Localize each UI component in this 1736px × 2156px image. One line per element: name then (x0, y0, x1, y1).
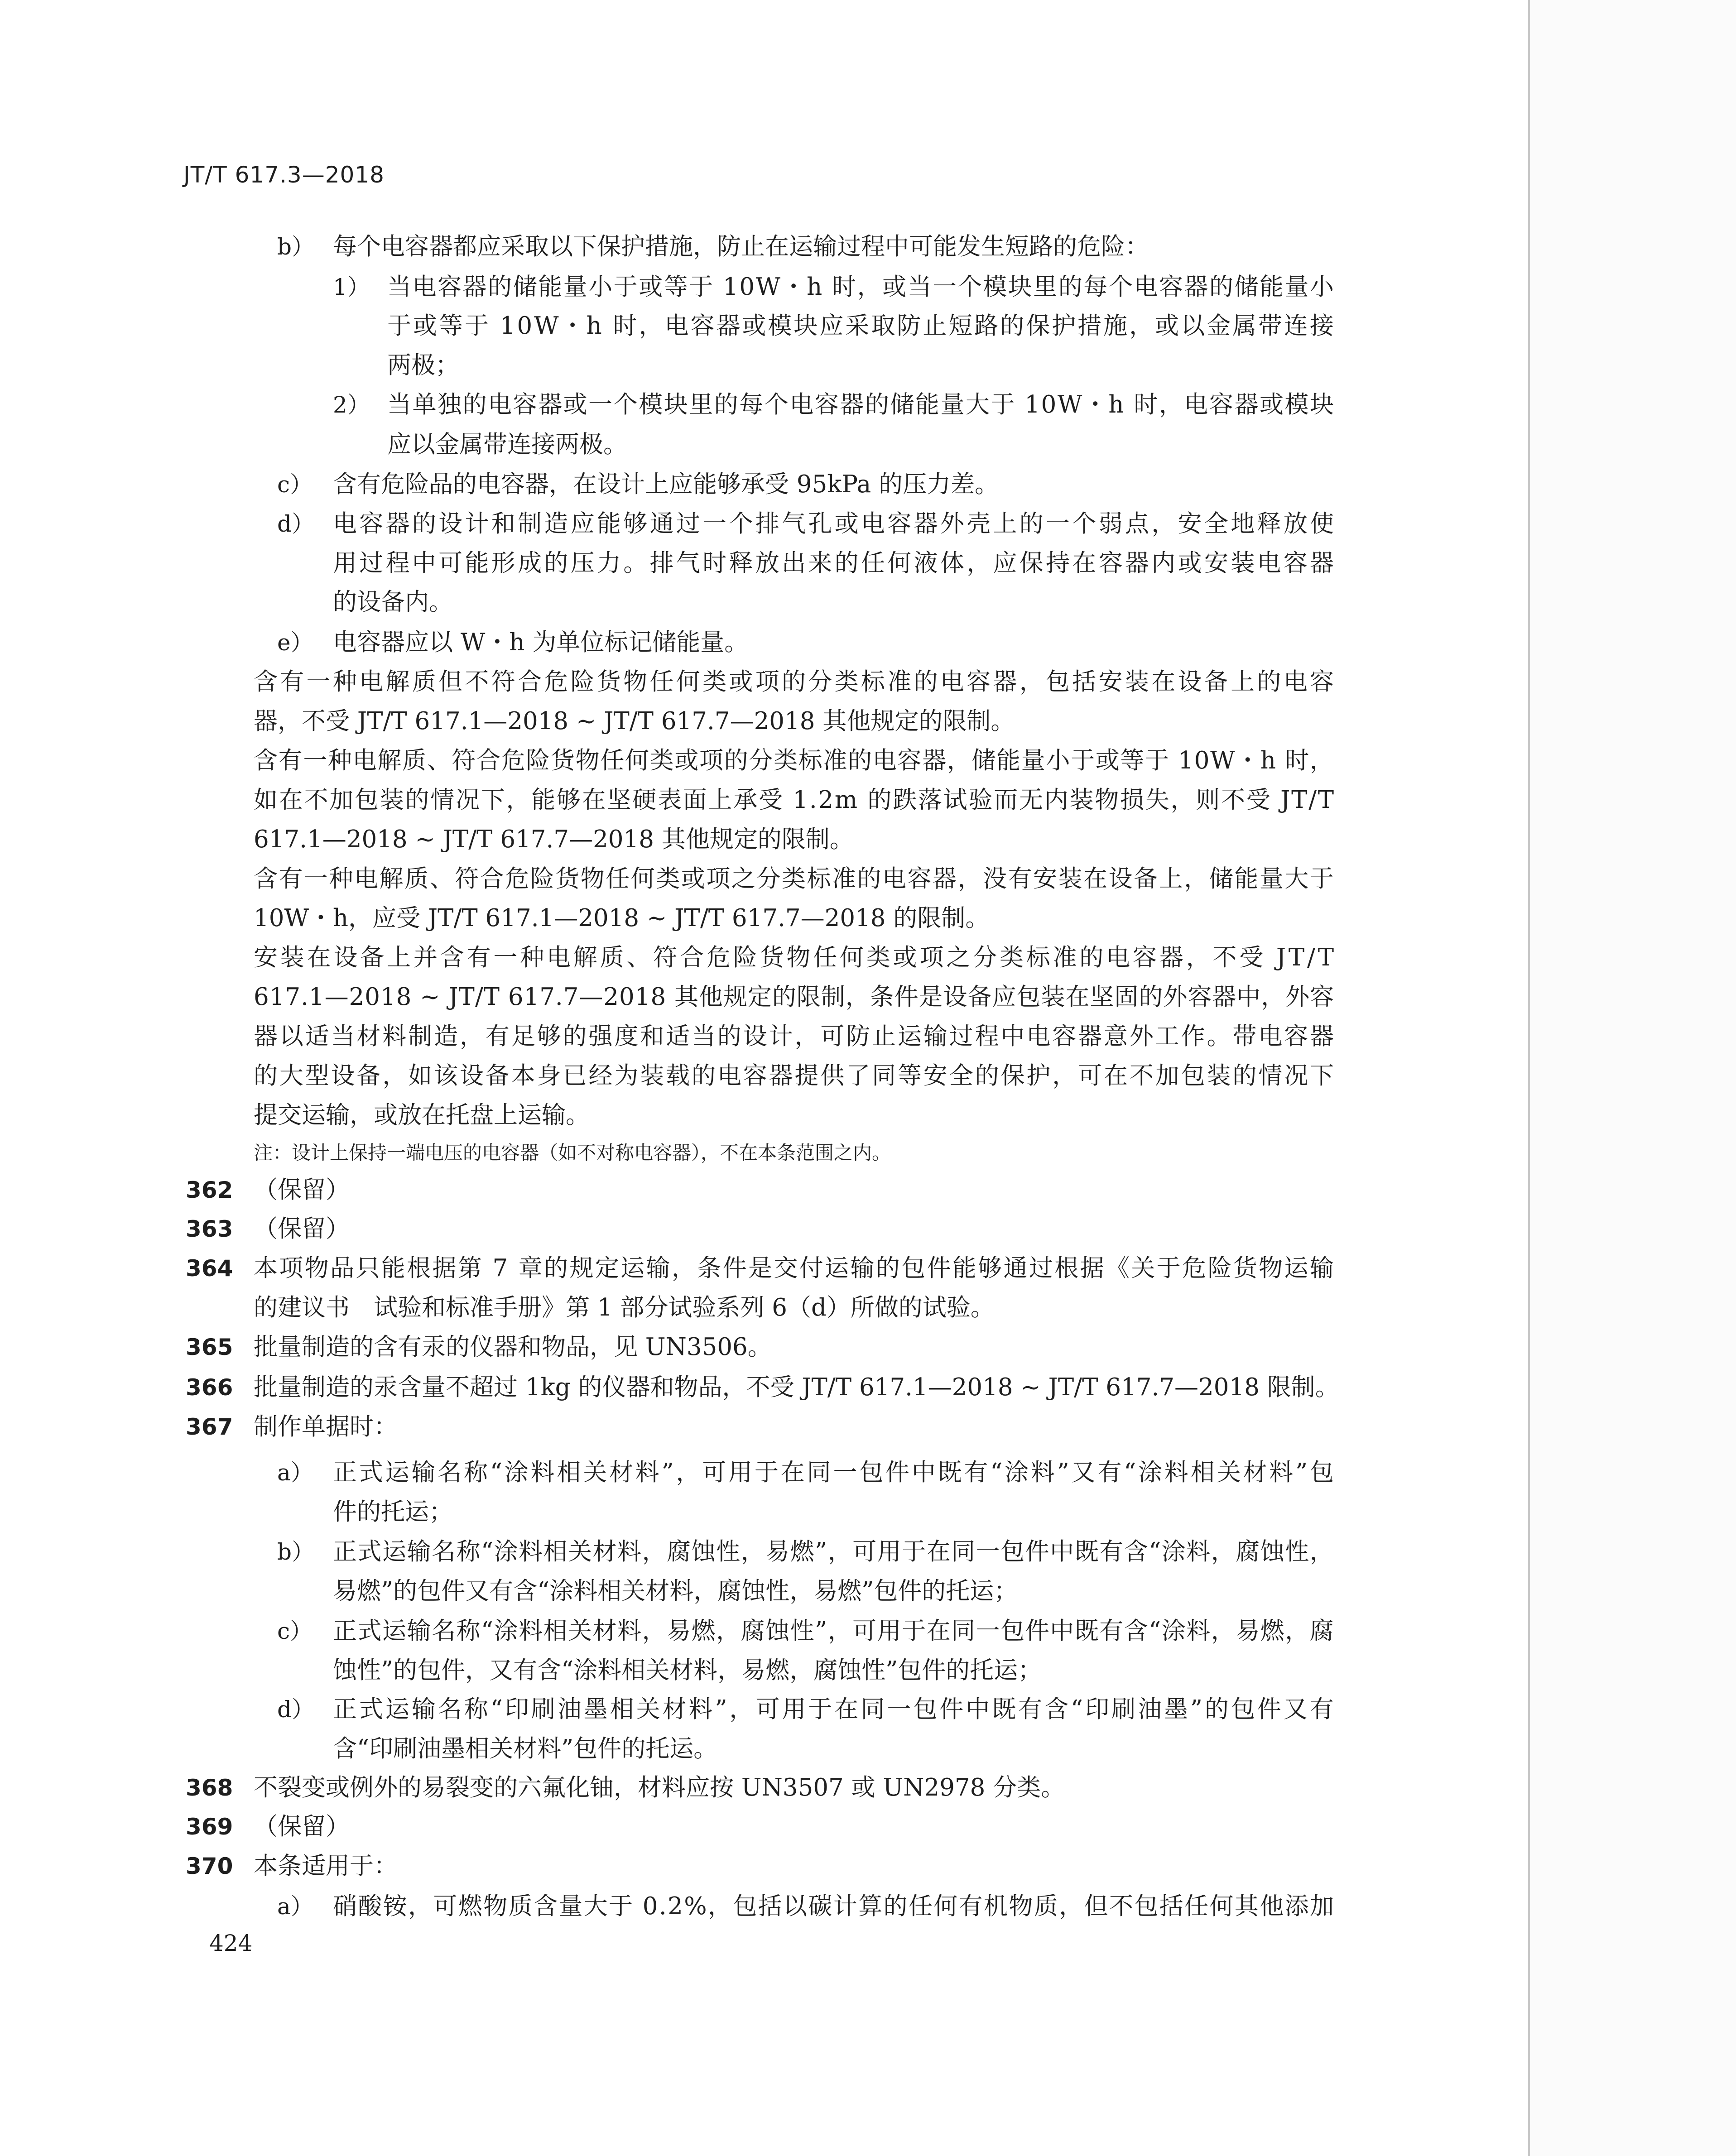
text-line: 不裂变或例外的易裂变的六氟化铀，材料应按 UN3507 或 UN2978 分类。 (254, 1774, 1065, 1801)
list-marker: 2） (333, 392, 370, 418)
text-line: （保留） (254, 1813, 350, 1840)
text-line: 的设备内。 (333, 588, 453, 616)
scan-margin (1530, 0, 1736, 2156)
list-marker: b） (277, 1539, 315, 1565)
provision-number: 363 (186, 1216, 233, 1242)
list-marker: c） (277, 471, 313, 498)
standard-number-header: JT/T 617.3—2018 (183, 162, 385, 188)
text-line: 器，不受 JT/T 617.1—2018 ~ JT/T 617.7—2018 其他规定的限制。 (254, 707, 1015, 735)
text-line: 电容器的设计和制造应能够通过一个排气孔或电容器外壳上的一个弱点，安全地释放使 (333, 510, 1337, 538)
text-line: 用过程中可能形成的压力。排气时释放出来的任何液体，应保持在容器内或安装电容器 (333, 549, 1337, 577)
note-line: 注：设计上保持一端电压的电容器（如不对称电容器），不在本条范围之内。 (254, 1142, 891, 1164)
text-line: 617.1—2018 ~ JT/T 617.7—2018 其他规定的限制。 (254, 826, 854, 853)
text-line: 的大型设备，如该设备本身已经为装载的电容器提供了同等安全的保护，可在不加包装的情况下 (254, 1062, 1336, 1090)
text-line: 易燃”的包件又有含“涂料相关材料，腐蚀性，易燃”包件的托运； (333, 1577, 1018, 1605)
text-line: 本条适用于： (254, 1852, 398, 1880)
list-marker: b） (277, 234, 315, 260)
list-marker: d） (277, 1696, 315, 1723)
text-line: 两极； (387, 351, 459, 379)
text-line: 617.1—2018 ~ JT/T 617.7—2018 其他规定的限制，条件是设备应包装在坚固的外容器中，外容 (254, 983, 1335, 1011)
text-line: 10W・h，应受 JT/T 617.1—2018 ~ JT/T 617.7—2018 的限制。 (254, 904, 990, 932)
text-line: 硝酸铵，可燃物质含量大于 0.2%，包括以碳计算的任何有机物质，但不包括任何其他添加 (333, 1892, 1335, 1920)
text-line: 安装在设备上并含有一种电解质、符合危险货物任何类或项之分类标准的电容器，不受 JT/T (254, 944, 1337, 971)
text-line: 于或等于 10W・h 时，电容器或模块应采取防止短路的保护措施，或以金属带连接 (387, 312, 1336, 340)
page-number: 424 (209, 1930, 253, 1956)
text-line: 如在不加包装的情况下，能够在坚硬表面上承受 1.2m 的跌落试验而无内装物损失，则不受 JT/T (254, 786, 1335, 814)
text-line: 含“印刷油墨相关材料”包件的托运。 (333, 1735, 718, 1762)
list-marker: a） (277, 1893, 313, 1920)
list-marker: d） (277, 511, 315, 537)
text-line: 正式运输名称“涂料相关材料”，可用于在同一包件中既有“涂料”又有“涂料相关材料”包 (333, 1459, 1336, 1486)
text-line: 的建议书 试验和标准手册》第 1 部分试验系列 6（d）所做的试验。 (254, 1294, 995, 1321)
text-line: （保留） (254, 1176, 350, 1204)
text-line: 每个电容器都应采取以下保护措施，防止在运输过程中可能发生短路的危险： (333, 233, 1149, 260)
text-line: 件的托运； (333, 1498, 453, 1526)
provision-number: 366 (186, 1374, 233, 1401)
text-line: 制作单据时： (254, 1413, 398, 1441)
list-marker: e） (277, 629, 313, 656)
text-line: 本项物品只能根据第 7 章的规定运输，条件是交付运输的包件能够通过根据《关于危险货物运输 (254, 1254, 1336, 1282)
provision-number: 364 (186, 1255, 233, 1282)
text-line: 应以金属带连接两极。 (387, 431, 627, 458)
text-line: 含有一种电解质但不符合危险货物任何类或项的分类标准的电容器，包括安装在设备上的电容 (254, 668, 1337, 696)
text-line: 当单独的电容器或一个模块里的每个电容器的储能量大于 10W・h 时，电容器或模块 (387, 391, 1335, 418)
text-line: 器以适当材料制造，有足够的强度和适当的设计，可防止运输过程中电容器意外工作。带电容器 (254, 1023, 1336, 1050)
provision-number: 369 (186, 1814, 233, 1840)
text-line: 含有危险品的电容器，在设计上应能够承受 95kPa 的压力差。 (333, 471, 999, 498)
text-line: 正式运输名称“涂料相关材料，腐蚀性，易燃”，可用于在同一包件中既有含“涂料，腐蚀性， (333, 1538, 1335, 1565)
provision-number: 362 (186, 1177, 233, 1203)
list-marker: a） (277, 1460, 313, 1486)
provision-number: 368 (186, 1775, 233, 1801)
list-marker: c） (277, 1618, 313, 1644)
text-line: 正式运输名称“涂料相关材料，易燃，腐蚀性”，可用于在同一包件中既有含“涂料，易燃，腐 (333, 1617, 1335, 1645)
provision-number: 370 (186, 1853, 233, 1879)
page-edge-line (1528, 0, 1530, 2156)
text-line: 正式运输名称“印刷油墨相关材料”，可用于在同一包件中既有含“印刷油墨”的包件又有 (333, 1695, 1336, 1723)
text-line: 当电容器的储能量小于或等于 10W・h 时，或当一个模块里的每个电容器的储能量小 (387, 273, 1335, 301)
text-line: 提交运输，或放在托盘上运输。 (254, 1101, 590, 1129)
provision-number: 365 (186, 1334, 233, 1360)
text-line: 含有一种电解质、符合危险货物任何类或项的分类标准的电容器，储能量小于或等于 10W・h 时， (254, 747, 1335, 774)
text-line: 批量制造的汞含量不超过 1kg 的仪器和物品，不受 JT/T 617.1—2018 ~ JT/T 617.7—2018 限制。 (254, 1373, 1339, 1401)
list-marker: 1） (333, 274, 370, 300)
text-line: 含有一种电解质、符合危险货物任何类或项之分类标准的电容器，没有安装在设备上，储能量大于 (254, 865, 1335, 893)
text-line: （保留） (254, 1215, 350, 1243)
provision-number: 367 (186, 1414, 233, 1440)
text-line: 电容器应以 W・h 为单位标记储能量。 (333, 629, 749, 656)
text-line: 蚀性”的包件，又有含“涂料相关材料，易燃，腐蚀性”包件的托运； (333, 1657, 1042, 1684)
text-line: 批量制造的含有汞的仪器和物品，见 UN3506。 (254, 1333, 772, 1361)
